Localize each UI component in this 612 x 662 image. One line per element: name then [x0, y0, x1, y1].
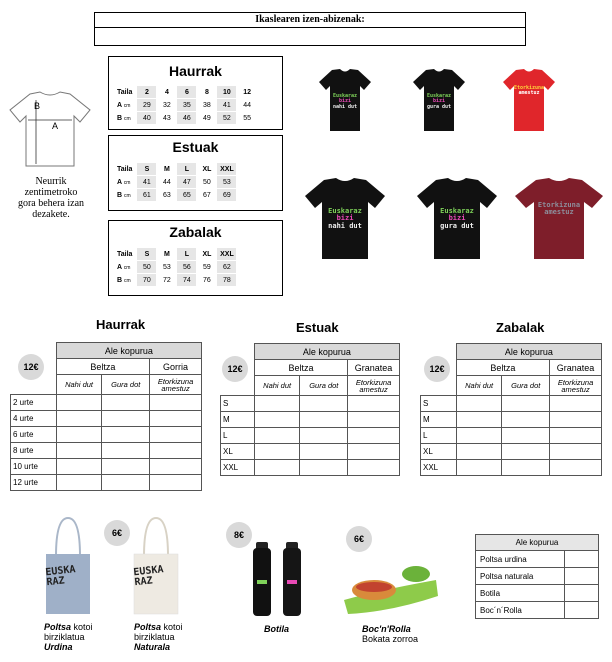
accessory-label: Poltsa urdina [476, 551, 565, 568]
qty-cell-gura-dot[interactable] [502, 444, 550, 460]
qty-cell-gura-dot[interactable] [300, 460, 348, 476]
ale-kopurua-header: Ale kopurua [476, 535, 599, 551]
size-table-haurrak: Haurrak Taila 2 4 6 8 10 12 A cm 29 32 35 38 41 44 B cm 40 43 46 49 52 55 [108, 56, 283, 130]
qty-cell-color2[interactable] [348, 396, 400, 412]
diagram-letter-b: B [34, 101, 41, 111]
size-table-zabalak: Zabalak Taila S M L XL XXL A cm 50 53 56 59 62 B cm 70 72 74 76 78 [108, 220, 283, 296]
qty-cell-color2[interactable] [550, 444, 602, 460]
row-label: 6 urte [11, 427, 57, 443]
row-label: 2 urte [11, 395, 57, 411]
order-row [11, 443, 202, 459]
student-name-box[interactable] [94, 12, 526, 46]
qty-cell-nahi-dut[interactable] [56, 395, 102, 411]
accessory-label: Botila [476, 585, 565, 602]
caption-bag-natural: Poltsa kotoi birziklatua Naturala [134, 622, 183, 652]
qty-cell-color2[interactable] [550, 396, 602, 412]
qty-cell-nahi-dut[interactable] [56, 411, 102, 427]
qty-cell-color2[interactable] [550, 412, 602, 428]
order-row [421, 396, 602, 412]
qty-cell-color2[interactable] [150, 427, 202, 443]
qty-cell-color2[interactable] [150, 475, 202, 491]
qty-cell-nahi-dut[interactable] [456, 444, 502, 460]
order-row [421, 460, 602, 476]
accessory-qty-cell[interactable] [565, 585, 599, 602]
qty-cell-nahi-dut[interactable] [456, 396, 502, 412]
bottle-image [250, 540, 310, 616]
row-label: XL [221, 444, 255, 460]
bocnroll-image [340, 560, 440, 616]
qty-cell-nahi-dut[interactable] [56, 443, 102, 459]
order-row [221, 460, 400, 476]
price-badge-bocnroll: 6€ [346, 526, 372, 552]
ale-kopurua-header: Ale kopurua [456, 344, 601, 360]
qty-cell-gura-dot[interactable] [102, 411, 150, 427]
price-badge-zabalak: 12€ [424, 356, 450, 382]
order-row [221, 444, 400, 460]
qty-cell-color2[interactable] [550, 428, 602, 444]
row-label: 4 urte [11, 411, 57, 427]
order-row [11, 459, 202, 475]
order-title-estuak: Estuak [296, 320, 339, 335]
tshirt-kids-red: Etorkizuna amestuz [502, 68, 556, 132]
size-table-title: Haurrak [169, 63, 222, 79]
row-label: S [421, 396, 457, 412]
ale-kopurua-header: Ale kopurua [56, 343, 201, 359]
caption-bag-blue: Poltsa kotoi birziklatua Urdina [44, 622, 93, 652]
qty-cell-gura-dot[interactable] [102, 427, 150, 443]
order-row [11, 411, 202, 427]
row-label: XXL [421, 460, 457, 476]
row-label: L [421, 428, 457, 444]
qty-cell-nahi-dut[interactable] [456, 428, 502, 444]
qty-cell-color2[interactable] [348, 460, 400, 476]
qty-cell-gura-dot[interactable] [502, 428, 550, 444]
row-label: L [221, 428, 255, 444]
order-row [221, 428, 400, 444]
row-label: S [221, 396, 255, 412]
qty-cell-color2[interactable] [550, 460, 602, 476]
tshirt-black-nahi: Euskaraz bizi nahi dut [304, 178, 386, 260]
row-label: M [421, 412, 457, 428]
qty-cell-nahi-dut[interactable] [254, 396, 300, 412]
row-label: XL [421, 444, 457, 460]
qty-cell-gura-dot[interactable] [300, 412, 348, 428]
accessory-row [476, 551, 599, 568]
order-row [221, 412, 400, 428]
order-row [11, 395, 202, 411]
tshirt-kids-black-nahi: Euskaraz bizi nahi dut [318, 68, 372, 132]
accessory-row [476, 585, 599, 602]
qty-cell-color2[interactable] [348, 428, 400, 444]
order-title-haurrak: Haurrak [96, 317, 146, 332]
accessory-row [476, 602, 599, 619]
qty-cell-gura-dot[interactable] [502, 412, 550, 428]
accessory-qty-cell[interactable] [565, 568, 599, 585]
qty-cell-nahi-dut[interactable] [254, 460, 300, 476]
accessories-order-table [475, 534, 599, 619]
qty-cell-color2[interactable] [150, 443, 202, 459]
qty-cell-nahi-dut[interactable] [254, 412, 300, 428]
qty-cell-nahi-dut[interactable] [56, 459, 102, 475]
order-row [421, 444, 602, 460]
qty-cell-nahi-dut[interactable] [456, 412, 502, 428]
accessory-qty-cell[interactable] [565, 551, 599, 568]
size-table-title: Estuak [172, 139, 219, 155]
qty-cell-gura-dot[interactable] [102, 459, 150, 475]
accessory-label: Poltsa naturala [476, 568, 565, 585]
qty-cell-color2[interactable] [150, 411, 202, 427]
order-table-haurrak: Ale kopurua Beltza Gorria Nahi dut Gura dot Etorkizuna amestuz 2 urte 4 urte 6 urte 8 urte 10 urte 12 urte [10, 342, 202, 491]
price-badge-estuak: 12€ [222, 356, 248, 382]
qty-cell-gura-dot[interactable] [102, 443, 150, 459]
accessory-qty-cell[interactable] [565, 602, 599, 619]
price-badge-bags: 6€ [104, 520, 130, 546]
ale-kopurua-header: Ale kopurua [254, 344, 399, 360]
student-name-label: Ikaslearen izen-abizenak: [95, 13, 525, 28]
tshirt-granate: Etorkizuna amestuz [514, 178, 604, 260]
order-row [421, 428, 602, 444]
qty-cell-nahi-dut[interactable] [254, 444, 300, 460]
row-label: XXL [221, 460, 255, 476]
accessory-row [476, 568, 599, 585]
tshirt-kids-black-gura: Euskaraz bizi gura dut [412, 68, 466, 132]
qty-cell-gura-dot[interactable] [102, 395, 150, 411]
qty-cell-color2[interactable] [150, 459, 202, 475]
order-row [11, 427, 202, 443]
qty-cell-color2[interactable] [150, 395, 202, 411]
qty-cell-gura-dot[interactable] [502, 460, 550, 476]
caption-bocnroll: Boc'n'Rolla Bokata zorroa [362, 624, 419, 644]
row-label: 12 urte [11, 475, 57, 491]
order-table-zabalak: Ale kopurua Beltza Granatea Nahi dut Gura dot Etorkizuna amestuz S M L XL XXL [420, 343, 602, 476]
order-row [221, 396, 400, 412]
size-table-title: Zabalak [169, 224, 222, 240]
order-title-zabalak: Zabalak [496, 320, 545, 335]
order-row [421, 412, 602, 428]
row-label: 10 urte [11, 459, 57, 475]
caption-bottle: Botila [264, 624, 290, 634]
price-badge-haurrak: 12€ [18, 354, 44, 380]
measure-note: Neurrik zentimetroko gora behera izan dezakete. [17, 176, 85, 220]
tshirt-black-gura: Euskaraz bizi gura dut [416, 178, 498, 260]
tshirt-measure-diagram [8, 90, 92, 170]
row-label: M [221, 412, 255, 428]
accessory-label: Boc´n´Rolla [476, 602, 565, 619]
qty-cell-gura-dot[interactable] [102, 475, 150, 491]
qty-cell-gura-dot[interactable] [300, 444, 348, 460]
qty-cell-nahi-dut[interactable] [56, 475, 102, 491]
size-table-estuak: Estuak Taila S M L XL XXL A cm 41 44 47 50 53 B cm 61 63 65 67 69 [108, 135, 283, 211]
row-label: 8 urte [11, 443, 57, 459]
price-badge-bottle: 8€ [226, 522, 252, 548]
qty-cell-nahi-dut[interactable] [456, 460, 502, 476]
qty-cell-gura-dot[interactable] [300, 428, 348, 444]
diagram-letter-a: A [52, 121, 59, 131]
qty-cell-color2[interactable] [348, 412, 400, 428]
qty-cell-color2[interactable] [348, 444, 400, 460]
qty-cell-nahi-dut[interactable] [56, 427, 102, 443]
qty-cell-nahi-dut[interactable] [254, 428, 300, 444]
order-row [11, 475, 202, 491]
order-table-estuak: Ale kopurua Beltza Granatea Nahi dut Gura dot Etorkizuna amestuz S M L XL XXL [220, 343, 400, 476]
bag-print-natural: EUSKA RAZ [132, 564, 165, 589]
qty-cell-gura-dot[interactable] [300, 396, 348, 412]
bag-print-blue: EUSKA RAZ [44, 564, 77, 589]
qty-cell-gura-dot[interactable] [502, 396, 550, 412]
